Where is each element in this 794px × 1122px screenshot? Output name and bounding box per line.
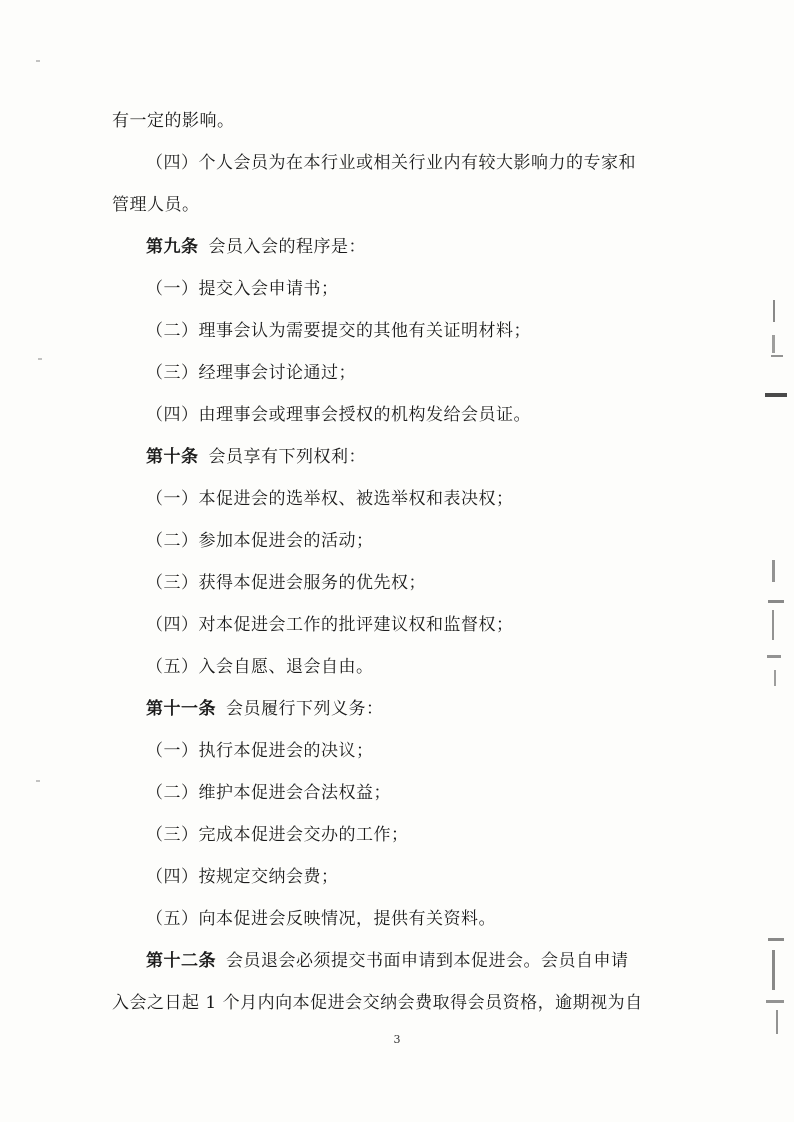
text-line bbox=[112, 268, 682, 310]
scan-edge-mark bbox=[772, 335, 775, 353]
text-line bbox=[112, 604, 682, 646]
line-text: （四）对本促进会工作的批评建议权和监督权； bbox=[146, 615, 514, 635]
line-text: 会员入会的程序是： bbox=[208, 237, 366, 257]
line-text: （二）维护本促进会合法权益； bbox=[146, 783, 391, 803]
scan-edge-mark bbox=[768, 600, 784, 603]
scan-edge-mark bbox=[773, 300, 775, 322]
page-number: 3 bbox=[393, 1033, 401, 1046]
text-line bbox=[112, 814, 682, 856]
text-line bbox=[112, 310, 682, 352]
line-text: 会员享有下列权利： bbox=[208, 447, 366, 467]
scan-edge-mark bbox=[774, 670, 776, 686]
scan-edge-mark bbox=[765, 393, 787, 397]
scan-speck bbox=[36, 780, 40, 782]
text-line bbox=[112, 520, 682, 562]
scan-edge-mark bbox=[768, 938, 784, 941]
article-heading: 第十一条 bbox=[146, 699, 216, 719]
line-text: （三）获得本促进会服务的优先权； bbox=[146, 573, 426, 593]
scan-speck bbox=[36, 60, 40, 62]
scan-edge-mark bbox=[772, 950, 775, 990]
article-line bbox=[112, 940, 682, 982]
text-line bbox=[112, 856, 682, 898]
text-line bbox=[112, 982, 682, 1024]
scan-edge-mark bbox=[776, 1010, 778, 1034]
line-text: （三）经理事会讨论通过； bbox=[146, 363, 356, 383]
article-heading: 第十条 bbox=[146, 447, 199, 467]
line-text: （一）本促进会的选举权、被选举权和表决权； bbox=[146, 489, 514, 509]
text-line bbox=[112, 352, 682, 394]
text-line bbox=[112, 772, 682, 814]
line-text: （二）参加本促进会的活动； bbox=[146, 531, 374, 551]
line-text: 有一定的影响。 bbox=[112, 111, 235, 131]
text-line bbox=[112, 898, 682, 940]
line-text: （一）执行本促进会的决议； bbox=[146, 741, 374, 761]
article-heading: 第九条 bbox=[146, 237, 199, 257]
scan-edge-mark bbox=[772, 610, 774, 640]
scan-edge-mark bbox=[771, 355, 783, 357]
article-line bbox=[112, 226, 682, 268]
document-body bbox=[112, 100, 682, 1024]
scan-edge-mark bbox=[766, 1000, 784, 1003]
text-line bbox=[112, 646, 682, 688]
line-text: （四）个人会员为在本行业或相关行业内有较大影响力的专家和 bbox=[146, 153, 636, 173]
line-text: （四）由理事会或理事会授权的机构发给会员证。 bbox=[146, 405, 531, 425]
line-text: （五）入会自愿、退会自由。 bbox=[146, 657, 374, 677]
line-text: （四）按规定交纳会费； bbox=[146, 867, 339, 887]
scan-edge-mark bbox=[772, 560, 775, 582]
line-text: 入会之日起 1 个月内向本促进会交纳会费取得会员资格，逾期视为自 bbox=[112, 993, 643, 1013]
scan-edge-mark bbox=[767, 655, 781, 658]
text-line bbox=[112, 478, 682, 520]
text-line bbox=[112, 562, 682, 604]
text-line bbox=[112, 184, 682, 226]
text-line bbox=[112, 394, 682, 436]
line-text: 会员退会必须提交书面申请到本促进会。会员自申请 bbox=[226, 951, 629, 971]
line-text: （二）理事会认为需要提交的其他有关证明材料； bbox=[146, 321, 531, 341]
text-line bbox=[112, 142, 682, 184]
scan-speck bbox=[38, 358, 42, 360]
line-text: 管理人员。 bbox=[112, 195, 200, 215]
line-text: 会员履行下列义务： bbox=[226, 699, 384, 719]
line-text: （三）完成本促进会交办的工作； bbox=[146, 825, 409, 845]
text-line bbox=[112, 730, 682, 772]
article-heading: 第十二条 bbox=[146, 951, 216, 971]
article-line bbox=[112, 688, 682, 730]
line-text: （五）向本促进会反映情况，提供有关资料。 bbox=[146, 909, 496, 929]
article-line bbox=[112, 436, 682, 478]
line-text: （一）提交入会申请书； bbox=[146, 279, 339, 299]
text-line bbox=[112, 100, 682, 142]
